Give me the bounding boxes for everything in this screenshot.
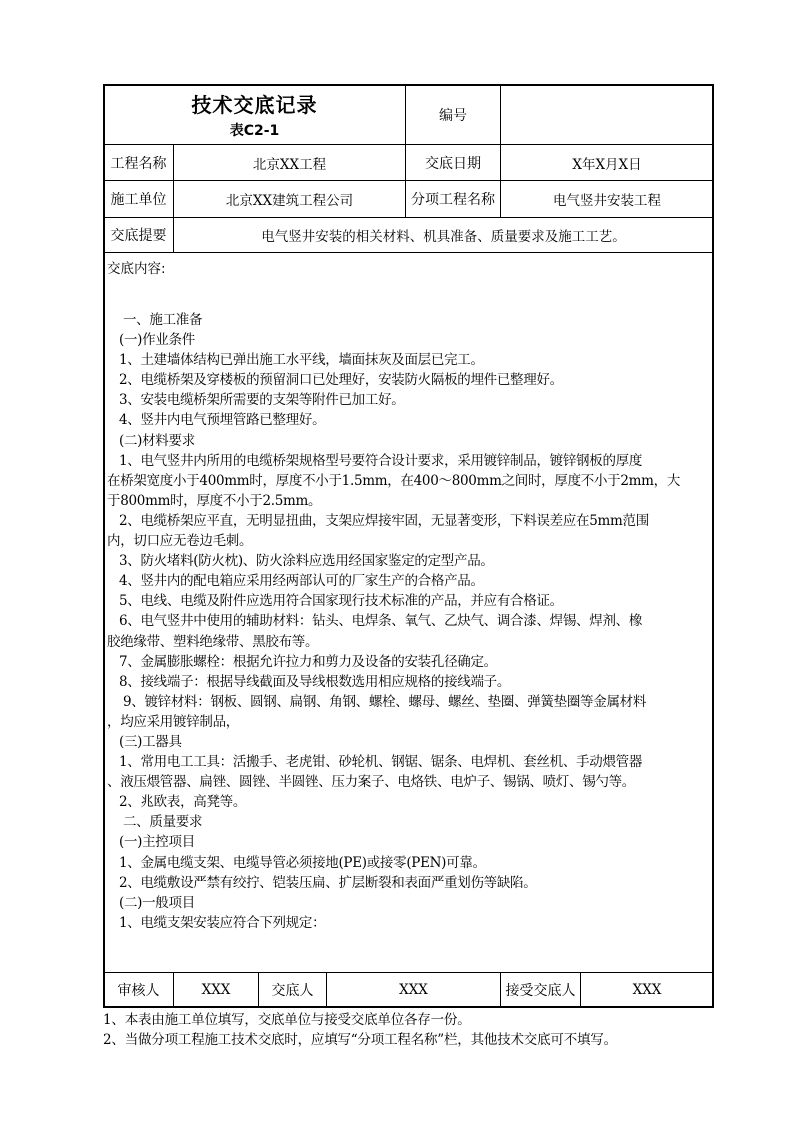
- content-line: 8、接线端子：根据导线截面及导线根数选用相应规格的接线端子。: [107, 673, 511, 690]
- content-line: 7、金属膨胀螺栓：根据允许拉力和剪力及设备的安装孔径确定。: [107, 653, 497, 670]
- content-body[interactable]: [107, 310, 711, 933]
- row-divider: [104, 252, 713, 253]
- summary-label: 交底提要: [110, 228, 167, 244]
- date-value[interactable]: X年X月X日: [572, 156, 642, 173]
- content-line: 4、竖井内的配电箱应采用经两部认可的厂家生产的合格产品。: [107, 573, 484, 590]
- content-line: 1、土建墙体结构已弹出施工水平线，墙面抹灰及面层已完工。: [107, 352, 484, 369]
- content-line: 1、金属电缆支架、电缆导管必须接地(PE)或接零(PEN)可靠。: [107, 854, 486, 871]
- content-line: 、液压煨管器、扁锉、圆锉、半圆锉、压力案子、电烙铁、电炉子、锡锅、喷灯、锡勺等。: [107, 774, 635, 791]
- note-line: 1、本表由施工单位填写，交底单位与接受交底单位各存一份。: [103, 1012, 471, 1028]
- construction-unit-value[interactable]: 北京XX建筑工程公司: [225, 193, 354, 209]
- content-line: 2、兆欧表，高凳等。: [107, 794, 247, 811]
- content-line: 1、电缆支架安装应符合下列规定：: [107, 914, 326, 931]
- content-line: (二)一般项目: [107, 894, 195, 911]
- presenter-label: 交底人: [271, 983, 314, 999]
- content-line: 1、电气竖井内所用的电缆桥架规格型号要符合设计要求，采用镀锌制品，镀锌钢板的厚度: [107, 452, 643, 469]
- form-code: 表C2-1: [229, 123, 280, 139]
- presenter-value[interactable]: XXX: [399, 982, 428, 998]
- receiver-label: 接受交底人: [505, 983, 576, 999]
- content-line: (二)材料要求: [107, 432, 195, 449]
- content-line: 3、防火堵料(防火枕)、防火涂料应选用经国家鉴定的定型产品。: [107, 553, 494, 570]
- content-line: 4、竖井内电气预埋管路已整理好。: [107, 412, 326, 429]
- content-line: 于800mm时，厚度不小于2.5mm。: [107, 492, 322, 509]
- content-line: 2、电缆桥架应平直，无明显扭曲，支架应焊接牢固，无显著变形，下料误差应在5mm范围: [107, 512, 649, 529]
- form-title: 技术交底记录: [191, 92, 318, 117]
- sub-project-value[interactable]: 电气竖井安装工程: [553, 193, 661, 209]
- content-line: (一)作业条件: [107, 332, 195, 349]
- content-line: 9、镀锌材料：钢板、圆钢、扁钢、角钢、螺栓、螺母、螺丝、垫圈、弹簧垫圈等金属材料: [107, 693, 647, 710]
- content-line: (一)主控项目: [107, 834, 195, 851]
- footer-notes: [103, 1010, 743, 1050]
- content-line: 在桥架宽度小于400mm时，厚度不小于1.5mm，在400～800mm之间时，厚度不小于2mm，大: [107, 472, 681, 489]
- project-name-value[interactable]: 北京XX工程: [252, 156, 327, 173]
- reviewer-value[interactable]: XXX: [201, 982, 231, 998]
- content-line: 3、安装电缆桥架所需要的支架等附件已加工好。: [107, 392, 405, 409]
- content-line: 2、电缆敷设严禁有绞拧、铠装压扁、扩层断裂和表面严重划伤等缺陷。: [107, 874, 537, 891]
- content-line: 5、电线、电缆及附件应选用符合国家现行技术标准的产品，并应有合格证。: [107, 593, 563, 610]
- sub-project-label: 分项工程名称: [411, 192, 495, 208]
- content-line: (三)工器具: [107, 733, 182, 750]
- content-label: 交底内容:: [107, 261, 166, 277]
- content-line: 2、电缆桥架及穿楼板的预留洞口已处理好，安装防火隔板的埋件已整理好。: [107, 372, 563, 389]
- summary-value[interactable]: 电气竖井安装的相关材料、机具准备、质量要求及施工工艺。: [261, 229, 626, 245]
- content-line: 1、常用电工工具：活搬手、老虎钳、砂轮机、钢锯、锯条、电焊机、套丝机、手动煨管器: [107, 754, 643, 771]
- content-line: 一、施工准备: [107, 312, 203, 328]
- content-line: 内，切口应无卷边毛刺。: [107, 533, 253, 550]
- content-line: 6、电气竖井中使用的辅助材料：钻头、电焊条、氧气、乙炔气、调合漆、焊锡、焊剂、橡: [107, 613, 643, 630]
- date-label: 交底日期: [425, 155, 481, 172]
- project-name-label: 工程名称: [110, 155, 167, 172]
- number-label: 编号: [439, 108, 467, 124]
- content-line: ，均应采用镀锌制品，: [107, 713, 239, 730]
- receiver-value[interactable]: XXX: [632, 982, 662, 998]
- content-line: 二、质量要求: [107, 814, 203, 831]
- reviewer-label: 审核人: [117, 983, 160, 999]
- number-field[interactable]: [501, 86, 713, 144]
- note-line: 2、当做分项工程施工技术交底时，应填写“分项工程名称”栏，其他技术交底可不填写。: [103, 1032, 617, 1048]
- content-line: 胶绝缘带、塑料绝缘带、黑胶布等。: [107, 633, 319, 650]
- construction-unit-label: 施工单位: [110, 192, 167, 208]
